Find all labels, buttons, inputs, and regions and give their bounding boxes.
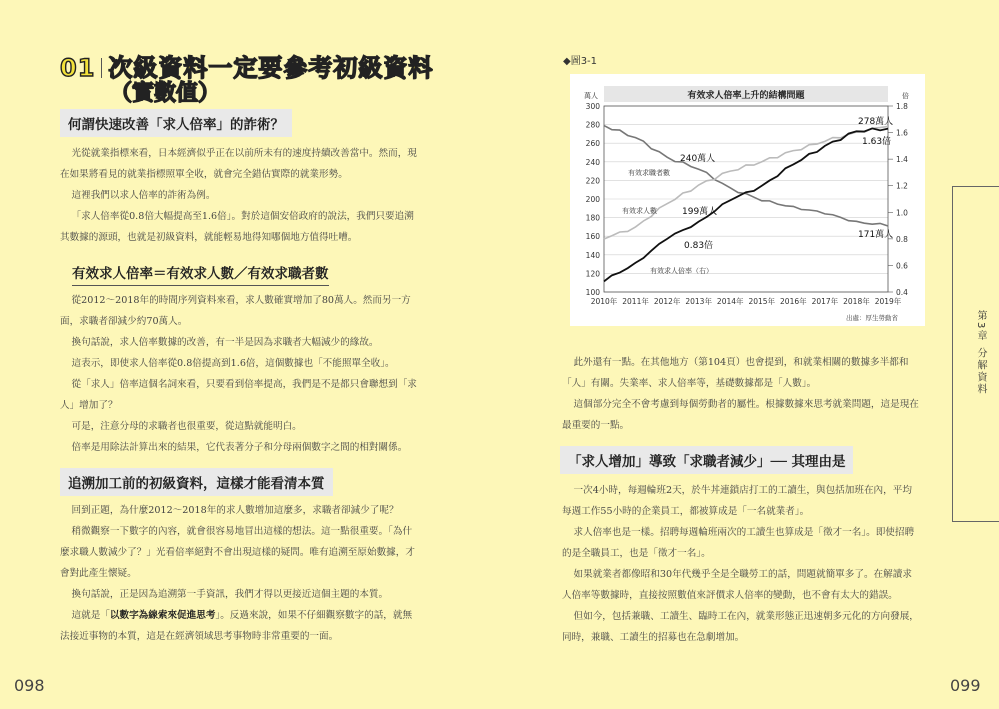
section-number: 01	[60, 54, 96, 82]
x-tick-label: 2015年	[748, 297, 776, 306]
paragraph: 這就是「以數字為線索來促進思考」。反過來說，如果不仔細觀察數字的話，就無	[71, 610, 413, 621]
heading-3: 追溯加工前的初級資料，這樣才能看清本質	[60, 468, 333, 496]
y-tick-right: 1.4	[896, 155, 908, 165]
series-label-ratio: 有效求人倍率（右）	[650, 267, 713, 275]
y-tick-left: 240	[585, 157, 600, 167]
right-body-1	[562, 352, 942, 436]
paragraph: 但如今，包括兼職、工讀生、臨時工在內，就業形態正迅速朝多元化的方向發展，	[573, 611, 919, 622]
data-label: 171萬人	[858, 230, 894, 240]
y-tick-left: 100	[585, 288, 600, 297]
paragraph: 從2012～2018年的時間序列資料來看，求人數確實增加了80萬人。然而另一方	[71, 295, 411, 306]
y-tick-left: 140	[585, 250, 600, 260]
x-tick-label: 2017年	[811, 297, 839, 306]
paragraph: 回到正題，為什麼2012～2018年的求人數增加這麼多，求職者卻減少了呢？	[71, 505, 399, 516]
data-label: 240萬人	[680, 154, 716, 164]
paragraph: 倍率是用除法計算出來的結果，它代表著分子和分母兩個數字之間的相對關係。	[71, 442, 408, 453]
paragraph: 每週工作55小時的企業員工，都被算成是「一名就業者」。	[562, 506, 810, 517]
heading-2: 有效求人倍率＝有效求人數／有效求職者數	[72, 262, 329, 286]
data-label: 1.63倍	[862, 137, 892, 147]
paragraph: 「人」有關。失業率、求人倍率等，基礎數據都是「人數」。	[562, 378, 817, 389]
y-tick-right: 1.8	[896, 102, 908, 111]
right-heading: 「求人增加」導致「求職者減少」── 其理由是	[560, 446, 853, 474]
section-1-body	[60, 143, 440, 248]
x-tick-label: 2014年	[716, 297, 744, 306]
heading-1: 何謂快速改善「求人倍率」的詐術？	[60, 109, 292, 137]
paragraph: 的是全職員工，也是「徵才一名」。	[562, 548, 711, 559]
y-tick-right: 0.6	[896, 261, 908, 271]
y-tick-right: 0.4	[896, 288, 908, 297]
x-tick-label: 2019年	[874, 297, 902, 306]
paragraph: 求人倍率也是一樣。招聘每週輪班兩次的工讀生也算成是「徵才一名」。即使招聘	[573, 527, 915, 538]
chart-title: 有效求人倍率上升的結構問題	[687, 91, 805, 101]
series-label-job-seekers: 有效求職者數	[628, 169, 670, 177]
page-number-right: 099	[950, 676, 981, 695]
paragraph: 這表示，即使求人倍率從0.8倍提高到1.6倍，這個數據也「不能照單全收」。	[71, 358, 395, 369]
paragraph: 換句話說，求人倍率數據的改善，有一半是因為求職者大幅減少的緣故。	[71, 337, 379, 348]
paragraph: 如果就業者都像昭和30年代幾乎全是全職勞工的話，問題就簡單多了。在解讀求	[573, 569, 912, 580]
y-tick-left: 180	[585, 213, 600, 223]
paragraph: 人」增加了？	[60, 400, 118, 411]
paragraph: 一次4小時，每週輪班2天，於牛丼連鎖店打工的工讀生，與包括加班在內，平均	[573, 485, 912, 496]
paragraph: 換句話說，正是因為追溯第一手資訊，我們才得以更接近這個主題的本質。	[71, 589, 389, 600]
highlight-phrase: 以數字為線索來促進思考	[109, 610, 216, 621]
paragraph: 此外還有一點。在其他地方（第104頁）也會提到，和就業相關的數據多半都和	[573, 357, 909, 368]
x-tick-label: 2011年	[622, 297, 649, 306]
y-tick-right: 0.8	[896, 234, 908, 244]
figure-label: ◆圖3-1	[563, 56, 598, 67]
y-tick-right: 1.2	[896, 181, 908, 191]
y-tick-left: 220	[585, 176, 600, 186]
x-tick-label: 2016年	[780, 297, 807, 306]
paragraph: 可是，注意分母的求職者也很重要，從這點就能明白。	[71, 421, 302, 432]
paragraph: 人倍率等數據時，直接按照數值來評價求人倍率的變動，也不會有太大的錯誤。	[562, 590, 898, 601]
paragraph: 法接近事物的本質，這是在經濟領域思考事物時非常重要的一面。	[60, 631, 339, 642]
data-label: 0.83倍	[684, 241, 714, 251]
paragraph: 最重要的一點。	[562, 420, 630, 431]
section-3-body	[60, 500, 440, 647]
chart-source: 出處：厚生勞動省	[846, 314, 898, 322]
paragraph: 在如果將看見的就業指標照單全收，就會完全錯估實際的就業形勢。	[60, 169, 348, 180]
y-axis-right-label: 倍	[902, 92, 909, 100]
paragraph: 其數據的源頭，也就是初級資料，就能輕易地得知哪個地方值得吐嘈。	[60, 232, 358, 243]
x-tick-label: 2012年	[653, 297, 681, 306]
y-tick-left: 160	[585, 232, 600, 242]
series-line-3	[604, 128, 888, 281]
line-chart	[570, 74, 925, 326]
paragraph: 從「求人」倍率這個名詞來看，只要看到倍率提高，我們是不是都只會聯想到「求	[71, 379, 417, 390]
y-tick-right: 1.6	[896, 128, 908, 138]
x-tick-label: 2010年	[590, 297, 618, 306]
paragraph: 稍微觀察一下數字的內容，就會很容易地冒出這樣的想法。這一點很重要。「為什	[71, 526, 413, 537]
y-tick-left: 120	[585, 269, 600, 279]
y-tick-left: 200	[585, 195, 600, 204]
series-label-job-openings: 有效求人數	[622, 207, 657, 215]
x-tick-label: 2018年	[843, 297, 870, 306]
y-tick-left: 300	[585, 102, 600, 111]
paragraph: 會對此產生懷疑。	[60, 568, 137, 579]
y-axis-left-label: 萬人	[584, 92, 598, 100]
y-tick-right: 1.0	[896, 208, 908, 218]
title-divider	[101, 58, 102, 78]
data-label: 278萬人	[858, 117, 894, 127]
paragraph: 「求人倍率從0.8倍大幅提高至1.6倍」。對於這個安倍政府的說法，我們只要追溯	[71, 211, 414, 222]
y-tick-left: 280	[585, 120, 600, 130]
paragraph: 麼求職人數減少了？」光看倍率絕對不會出現這樣的疑問。唯有追溯至原始數據，才	[60, 547, 415, 558]
right-body-2	[562, 480, 942, 648]
chapter-side-label: 第3章 分解資料	[975, 310, 986, 396]
paragraph: 這個部分完全不會考慮到每個勞動者的屬性。根據數據來思考就業問題，這是現在	[573, 399, 919, 410]
chart-figure	[570, 74, 925, 326]
section-2-body	[60, 290, 440, 458]
paragraph: 同時，兼職、工讀生的招募也在急劇增加。	[562, 632, 745, 643]
section-title-line2: （實數值）	[110, 81, 221, 106]
page-number-left: 098	[14, 676, 45, 695]
y-tick-left: 260	[585, 139, 600, 149]
section-title-line1: 次級資料一定要參考初級資料	[108, 54, 434, 82]
data-label: 199萬人	[682, 207, 718, 217]
x-tick-label: 2013年	[685, 297, 712, 306]
paragraph: 面，求職者卻減少約70萬人。	[60, 316, 188, 327]
paragraph: 光從就業指標來看，日本經濟似乎正在以前所未有的速度持續改善當中。然而，現	[71, 148, 417, 159]
paragraph: 這裡我們以求人倍率的詐術為例。	[71, 190, 216, 201]
